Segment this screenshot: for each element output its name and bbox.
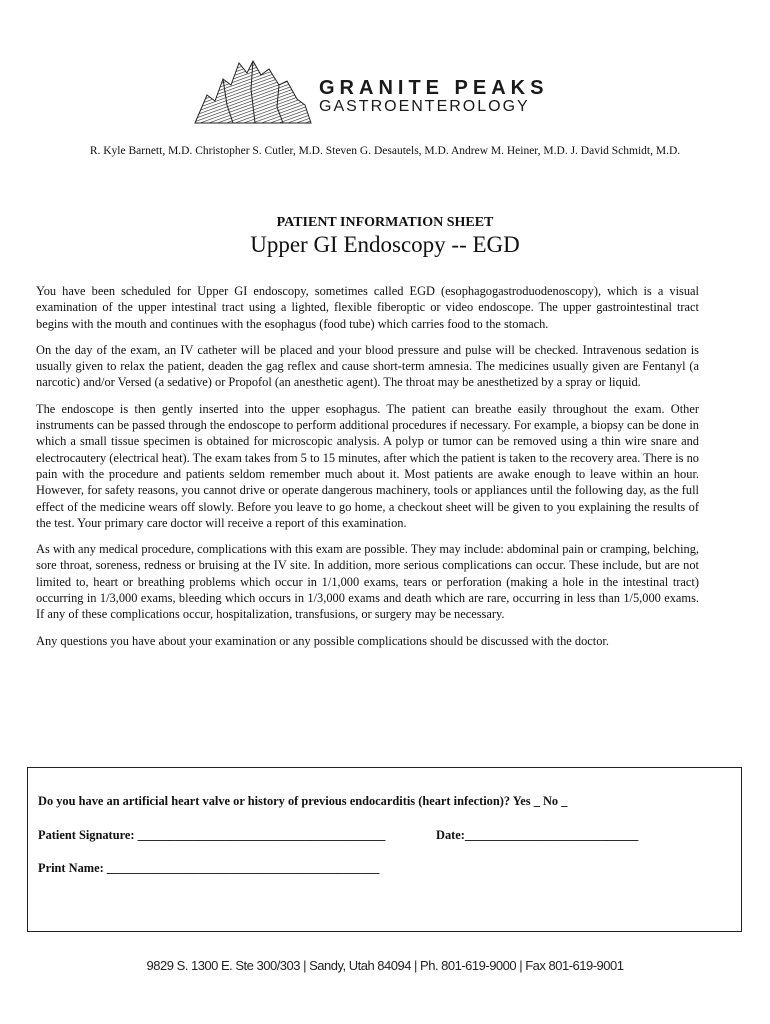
brand-subtitle: GASTROENTEROLOGY: [319, 98, 530, 115]
brand-name: GRANITE PEAKS: [319, 77, 549, 99]
sheet-title: PATIENT INFORMATION SHEET: [276, 215, 494, 230]
doctors-list: R. Kyle Barnett, M.D. Christopher S. Cutler, M.D. Steven G. Desautels, M.D. Andrew M. Heiner, M.D. J. David Schmidt, M.D.: [89, 145, 681, 157]
paragraph-procedure: The endoscope is then gently inserted into the upper esophagus. The patient can breathe easily throughout the exam. Other instruments can be passed through the endoscope to perform additional procedures if necessary. For example, a biopsy can be done in which a small tissue specimen is obtained for microscopic analysis. A polyp or tumor can be removed using a thin wire snare and electrocautery (electrical heat). The exam takes from 5 to 15 minutes, after which the patient is taken to the recovery area. There is no pain with the procedure and patients seldom remember much about it. Most patients are awake enough to leave within an hour. However, for safety reasons, you cannot drive or operate dangerous machinery, tools or appliances until the following day, as the full effect of the medicine wears off slowly. Before you leave to go home, a checkout sheet will be given to you explaining the results of the test. Your primary care doctor will receive a report of this examination.: [36, 401, 699, 530]
practice-logo: [193, 55, 553, 125]
date-field[interactable]: Date:____________________________: [436, 828, 639, 842]
paragraph-intro: You have been scheduled for Upper GI endoscopy, sometimes called EGD (esophagogastroduodenoscopy), which is a visual examination of the upper intestinal tract using a lighted, flexible fiberoptic or video endoscope. The upper gastrointestinal tract begins with the mouth and continues with the esophagus (food tube) which carries food to the stomach.: [36, 284, 699, 331]
paragraph-complications: As with any medical procedure, complications with this exam are possible. They may include: abdominal pain or cramping, belching, sore throat, soreness, redness or bruising at the IV site. In addition, more serious complications can occur. These include, but are not limited to, heart or breathing problems which occur in 1/1,000 exams, tears or perforation (making a hole in the intestinal tract) occurring in 1/3,000 exams, bleeding which occurs in 1/3,000 exams and death which are rare, occurring in less than 1/5,000 exams. If any of these complications occur, hospitalization, transfusions, or surgery may be necessary.: [36, 542, 699, 622]
mountain-logo-icon: [193, 55, 313, 125]
paragraph-questions: Any questions you have about your examination or any possible complications should be discussed with the doctor.: [36, 633, 609, 648]
print-name-field[interactable]: Print Name: ____________________________________________: [38, 861, 380, 875]
patient-form-box: [27, 767, 742, 932]
body-text: [36, 283, 699, 659]
patient-signature-field[interactable]: Patient Signature: ________________________________________: [38, 828, 386, 842]
footer-contact: 9829 S. 1300 E. Ste 300/303 | Sandy, Utah 84094 | Ph. 801-619-9000 | Fax 801-619-9001: [146, 958, 624, 973]
page-title: Upper GI Endoscopy -- EGD: [250, 232, 520, 257]
paragraph-sedation: On the day of the exam, an IV catheter will be placed and your blood pressure and pulse will be checked. Intravenous sedation is usually given to relax the patient, deaden the gag reflex and cause short-term amnesia. The medicines usually given are Fentanyl (a narcotic) and/or Versed (a sedative) or Propofol (an anesthetic agent). The throat may be anesthetized by a spray or liquid.: [36, 342, 699, 390]
heart-valve-question[interactable]: Do you have an artificial heart valve or history of previous endocarditis (heart infection)? Yes _ No _: [38, 794, 568, 808]
